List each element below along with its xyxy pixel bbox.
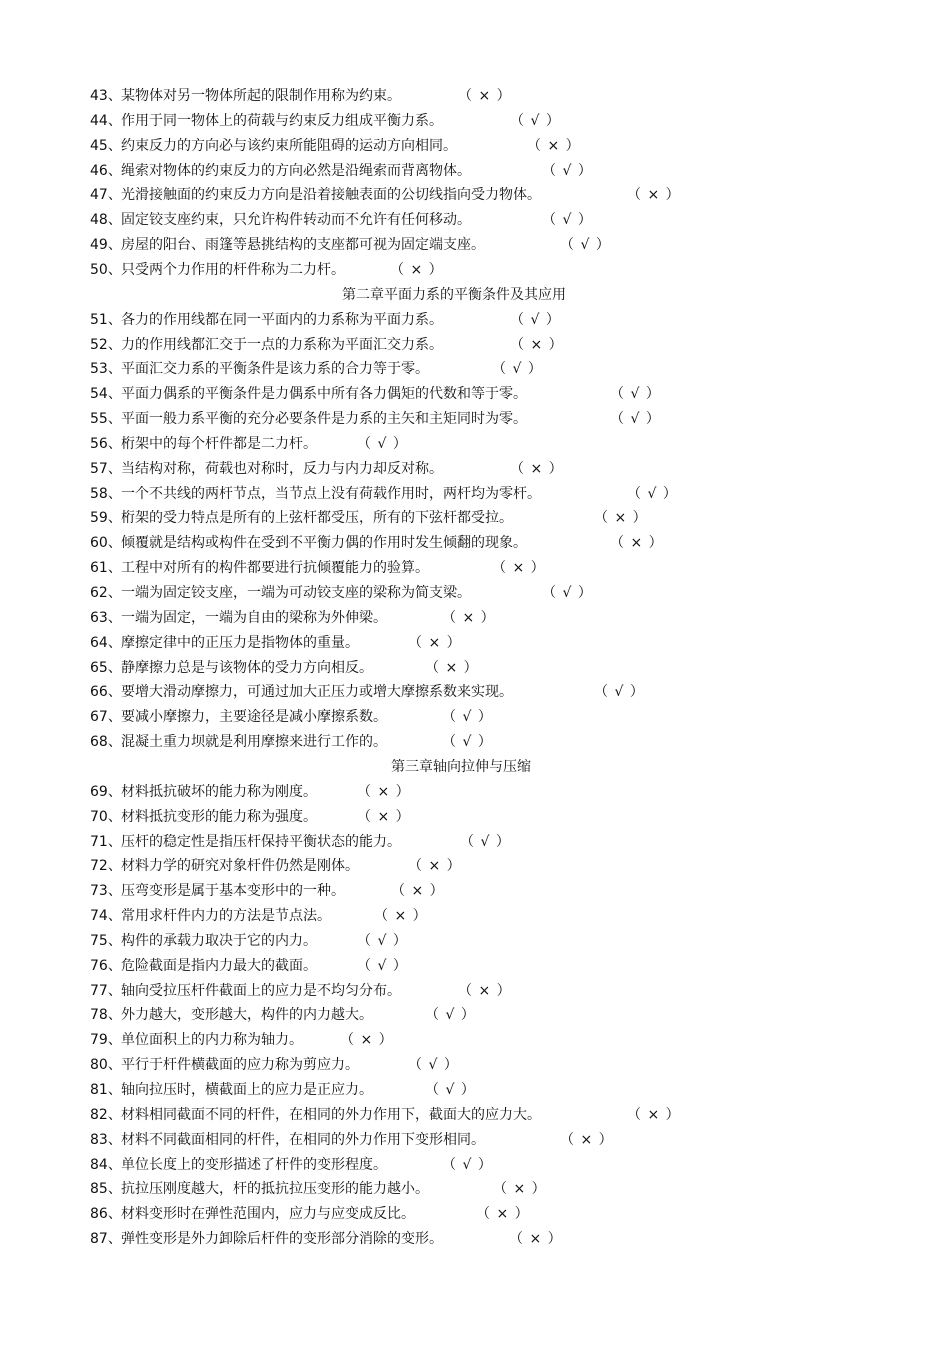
answer-mark: （ × ） [442, 610, 496, 626]
question-text: 构件的承载力取决于它的内力。 [121, 933, 317, 949]
question-number: 85、 [90, 1181, 122, 1197]
answer-mark: （ √ ） [610, 386, 661, 402]
answer-mark: （ √ ） [542, 163, 593, 179]
question-item [90, 730, 387, 754]
question-number: 76、 [90, 958, 122, 974]
answer-mark: （ √ ） [492, 361, 543, 377]
answer-mark: （ × ） [357, 784, 411, 800]
question-item [90, 581, 471, 605]
answer-mark: （ √ ） [510, 113, 561, 129]
question-number: 63、 [90, 610, 122, 626]
question-item [90, 258, 345, 282]
question-number: 82、 [90, 1107, 122, 1123]
question-item [90, 208, 471, 232]
question-number: 61、 [90, 560, 122, 576]
answer-mark: （ × ） [493, 1181, 547, 1197]
answer-mark: （ × ） [510, 337, 564, 353]
answer-mark: （ × ） [357, 809, 411, 825]
question-item [90, 705, 387, 729]
question-item [90, 1003, 373, 1027]
question-number: 51、 [90, 312, 122, 328]
question-text: 一端为固定，一端为自由的梁称为外伸梁。 [121, 610, 387, 626]
answer-mark: （ × ） [594, 510, 648, 526]
question-number: 57、 [90, 461, 122, 477]
question-text: 危险截面是指内力最大的截面。 [121, 958, 317, 974]
answer-mark: （ √ ） [594, 684, 645, 700]
question-item [90, 954, 317, 978]
question-text: 只受两个力作用的杆件称为二力杆。 [121, 262, 345, 278]
chapter-heading: 第二章平面力系的平衡条件及其应用 [342, 287, 566, 303]
question-number: 69、 [90, 784, 122, 800]
question-text: 材料抵抗变形的能力称为强度。 [121, 809, 317, 825]
answer-mark: （ × ） [627, 187, 681, 203]
answer-mark: （ × ） [610, 535, 664, 551]
question-text: 材料相同截面不同的杆件，在相同的外力作用下，截面大的应力大。 [121, 1107, 541, 1123]
question-number: 43、 [90, 88, 122, 104]
answer-mark: （ × ） [527, 138, 581, 154]
question-text: 倾覆就是结构或构件在受到不平衡力偶的作用时发生倾翻的现象。 [121, 535, 527, 551]
question-text: 平行于杆件横截面的应力称为剪应力。 [121, 1057, 359, 1073]
question-number: 77、 [90, 983, 122, 999]
answer-mark: （ × ） [458, 88, 512, 104]
question-number: 72、 [90, 858, 122, 874]
question-number: 62、 [90, 585, 122, 601]
answer-mark: （ √ ） [357, 933, 408, 949]
question-number: 52、 [90, 337, 122, 353]
question-text: 平面一般力系平衡的充分必要条件是力系的主矢和主矩同时为零。 [121, 411, 527, 427]
question-text: 工程中对所有的构件都要进行抗倾覆能力的验算。 [121, 560, 429, 576]
question-text: 材料力学的研究对象杆件仍然是刚体。 [121, 858, 359, 874]
question-text: 材料变形时在弹性范围内，应力与应变成反比。 [121, 1206, 415, 1222]
question-item [90, 1128, 485, 1152]
answer-mark: （ × ） [560, 1132, 614, 1148]
question-number: 47、 [90, 187, 122, 203]
answer-mark: （ √ ） [542, 212, 593, 228]
question-number: 54、 [90, 386, 122, 402]
question-text: 平面力偶系的平衡条件是力偶系中所有各力偶矩的代数和等于零。 [121, 386, 527, 402]
question-item [90, 1103, 541, 1127]
answer-mark: （ × ） [408, 635, 462, 651]
question-item [90, 183, 541, 207]
question-text: 约束反力的方向必与该约束所能阻碍的运动方向相同。 [121, 138, 457, 154]
question-text: 力的作用线都汇交于一点的力系称为平面汇交力系。 [121, 337, 443, 353]
question-item [90, 979, 401, 1003]
question-number: 83、 [90, 1132, 122, 1148]
answer-mark: （ × ） [492, 560, 546, 576]
question-text: 作用于同一物体上的荷载与约束反力组成平衡力系。 [121, 113, 443, 129]
question-number: 65、 [90, 660, 122, 676]
answer-mark: （ √ ） [442, 1157, 493, 1173]
answer-mark: （ × ） [458, 983, 512, 999]
question-number: 80、 [90, 1057, 122, 1073]
question-item [90, 482, 541, 506]
question-item [90, 506, 513, 530]
answer-mark: （ × ） [374, 908, 428, 924]
question-text: 静摩擦力总是与该物体的受力方向相反。 [121, 660, 373, 676]
question-item [90, 382, 527, 406]
question-text: 混凝土重力坝就是利用摩擦来进行工作的。 [121, 734, 387, 750]
question-item [90, 1177, 429, 1201]
answer-mark: （ × ） [627, 1107, 681, 1123]
question-text: 抗拉压刚度越大，杆的抵抗拉压变形的能力越小。 [121, 1181, 429, 1197]
question-text: 摩擦定律中的正压力是指物体的重量。 [121, 635, 359, 651]
question-number: 68、 [90, 734, 122, 750]
question-item [90, 1202, 415, 1226]
answer-mark: （ √ ） [460, 834, 511, 850]
answer-mark: （ √ ） [357, 436, 408, 452]
question-number: 64、 [90, 635, 122, 651]
question-text: 桁架的受力特点是所有的上弦杆都受压，所有的下弦杆都受拉。 [121, 510, 513, 526]
question-item [90, 1028, 303, 1052]
question-number: 78、 [90, 1007, 122, 1023]
question-number: 59、 [90, 510, 122, 526]
answer-mark: （ × ） [340, 1032, 394, 1048]
question-number: 49、 [90, 237, 122, 253]
question-number: 48、 [90, 212, 122, 228]
question-number: 84、 [90, 1157, 122, 1173]
question-item [90, 904, 331, 928]
question-number: 81、 [90, 1082, 122, 1098]
question-number: 73、 [90, 883, 122, 899]
question-item [90, 1227, 443, 1251]
question-text: 外力越大，变形越大，构件的内力越大。 [121, 1007, 373, 1023]
question-text: 轴向拉压时，横截面上的应力是正应力。 [121, 1082, 373, 1098]
question-item [90, 606, 387, 630]
question-text: 弹性变形是外力卸除后杆件的变形部分消除的变形。 [121, 1231, 443, 1247]
answer-mark: （ √ ） [442, 734, 493, 750]
question-text: 绳索对物体的约束反力的方向必然是沿绳索而背离物体。 [121, 163, 471, 179]
question-number: 66、 [90, 684, 122, 700]
question-item [90, 830, 401, 854]
answer-mark: （ × ） [510, 461, 564, 477]
answer-mark: （ × ） [391, 883, 445, 899]
question-text: 一个不共线的两杆节点，当节点上没有荷载作用时，两杆均为零杆。 [121, 486, 541, 502]
answer-mark: （ √ ） [610, 411, 661, 427]
question-text: 一端为固定铰支座，一端为可动铰支座的梁称为简支梁。 [121, 585, 471, 601]
question-text: 固定铰支座约束，只允许构件转动而不允许有任何移动。 [121, 212, 471, 228]
question-item [90, 556, 429, 580]
answer-mark: （ × ） [390, 262, 444, 278]
question-item [90, 1153, 387, 1177]
answer-mark: （ √ ） [425, 1082, 476, 1098]
question-item [90, 929, 317, 953]
question-item [90, 631, 359, 655]
question-item [90, 233, 485, 257]
question-text: 压杆的稳定性是指压杆保持平衡状态的能力。 [121, 834, 401, 850]
question-number: 67、 [90, 709, 122, 725]
answer-mark: （ × ） [425, 660, 479, 676]
question-text: 要减小摩擦力，主要途径是减小摩擦系数。 [121, 709, 387, 725]
question-number: 71、 [90, 834, 122, 850]
answer-mark: （ × ） [476, 1206, 530, 1222]
question-item [90, 457, 443, 481]
answer-mark: （ √ ） [442, 709, 493, 725]
question-item [90, 109, 443, 133]
question-item [90, 1078, 373, 1102]
chapter-heading: 第三章轴向拉伸与压缩 [391, 759, 531, 775]
question-number: 75、 [90, 933, 122, 949]
question-number: 60、 [90, 535, 122, 551]
question-text: 某物体对另一物体所起的限制作用称为约束。 [121, 88, 401, 104]
question-number: 79、 [90, 1032, 122, 1048]
question-item [90, 531, 527, 555]
question-item [90, 357, 429, 381]
question-item [90, 1053, 359, 1077]
question-item [90, 879, 345, 903]
question-number: 87、 [90, 1231, 122, 1247]
question-item [90, 805, 317, 829]
question-text: 桁架中的每个杆件都是二力杆。 [121, 436, 317, 452]
question-item [90, 680, 513, 704]
answer-mark: （ √ ） [560, 237, 611, 253]
question-number: 53、 [90, 361, 122, 377]
question-text: 平面汇交力系的平衡条件是该力系的合力等于零。 [121, 361, 429, 377]
question-number: 70、 [90, 809, 122, 825]
question-number: 55、 [90, 411, 122, 427]
question-item [90, 432, 317, 456]
question-number: 44、 [90, 113, 122, 129]
question-item [90, 854, 359, 878]
question-text: 常用求杆件内力的方法是节点法。 [121, 908, 331, 924]
question-text: 各力的作用线都在同一平面内的力系称为平面力系。 [121, 312, 443, 328]
question-item [90, 134, 457, 158]
question-number: 50、 [90, 262, 122, 278]
question-item [90, 656, 373, 680]
question-text: 房屋的阳台、雨篷等悬挑结构的支座都可视为固定端支座。 [121, 237, 485, 253]
question-item [90, 780, 317, 804]
question-text: 单位面积上的内力称为轴力。 [121, 1032, 303, 1048]
question-text: 单位长度上的变形描述了杆件的变形程度。 [121, 1157, 387, 1173]
answer-mark: （ √ ） [425, 1007, 476, 1023]
question-text: 轴向受拉压杆件截面上的应力是不均匀分布。 [121, 983, 401, 999]
question-text: 材料不同截面相同的杆件，在相同的外力作用下变形相同。 [121, 1132, 485, 1148]
question-number: 46、 [90, 163, 122, 179]
question-item [90, 407, 527, 431]
answer-mark: （ √ ） [510, 312, 561, 328]
question-text: 要增大滑动摩擦力，可通过加大正压力或增大摩擦系数来实现。 [121, 684, 513, 700]
question-number: 45、 [90, 138, 122, 154]
question-item [90, 84, 401, 108]
question-item [90, 159, 471, 183]
question-text: 当结构对称，荷载也对称时，反力与内力却反对称。 [121, 461, 443, 477]
question-text: 材料抵抗破坏的能力称为刚度。 [121, 784, 317, 800]
answer-mark: （ √ ） [627, 486, 678, 502]
question-number: 86、 [90, 1206, 122, 1222]
question-number: 74、 [90, 908, 122, 924]
answer-mark: （ √ ） [542, 585, 593, 601]
question-text: 光滑接触面的约束反力方向是沿着接触表面的公切线指向受力物体。 [121, 187, 541, 203]
question-number: 58、 [90, 486, 122, 502]
question-item [90, 333, 443, 357]
question-text: 压弯变形是属于基本变形中的一种。 [121, 883, 345, 899]
question-number: 56、 [90, 436, 122, 452]
answer-mark: （ √ ） [408, 1057, 459, 1073]
question-item [90, 308, 443, 332]
answer-mark: （ × ） [509, 1231, 563, 1247]
answer-mark: （ √ ） [357, 958, 408, 974]
answer-mark: （ × ） [408, 858, 462, 874]
